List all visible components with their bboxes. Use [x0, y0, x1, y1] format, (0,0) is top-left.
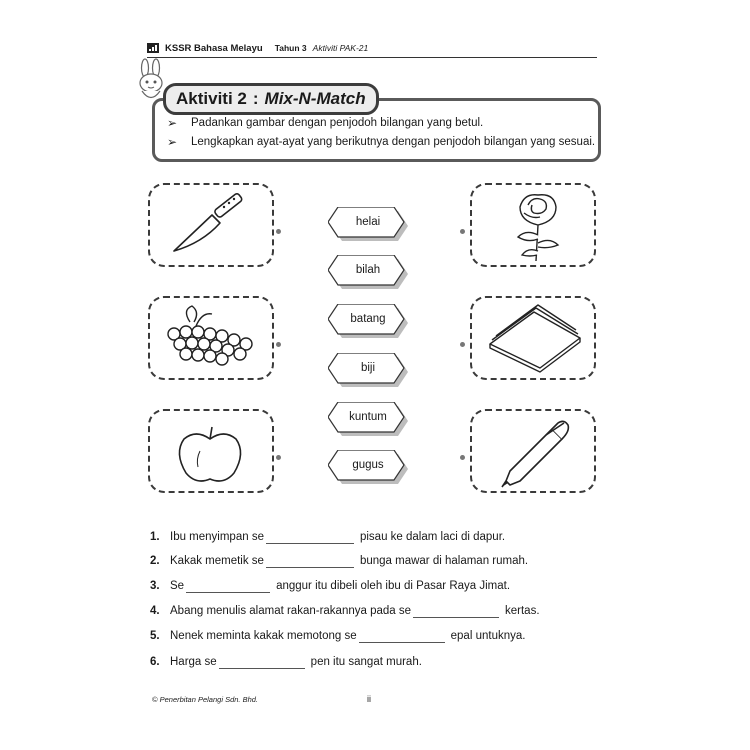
arrow-bullet-icon: ➢: [167, 116, 178, 130]
picture-card-rose[interactable]: [470, 183, 596, 267]
classifier-label: biji: [360, 362, 376, 374]
match-dot-right-3[interactable]: [460, 455, 465, 460]
classifier-option[interactable]: [328, 304, 412, 338]
sentence-text-before: Nenek meminta kakak memotong se: [170, 630, 357, 642]
sentence-number: 3.: [150, 580, 160, 592]
sentence-2: [150, 552, 528, 570]
activity-title: [163, 83, 379, 115]
year-label: Tahun 3: [274, 43, 307, 53]
arrow-bullet-icon: ➢: [167, 135, 178, 149]
classifier-option[interactable]: [328, 353, 412, 387]
picture-card-grapes[interactable]: [148, 296, 274, 380]
grapes-icon: [150, 298, 272, 378]
answer-blank[interactable]: [266, 555, 354, 568]
title-separator: :: [252, 89, 259, 108]
sentence-number: 5.: [150, 630, 160, 642]
match-dot-right-1[interactable]: [460, 229, 465, 234]
classifier-option[interactable]: [328, 255, 412, 289]
page-header: [147, 40, 368, 56]
match-dot-left-2[interactable]: [276, 342, 281, 347]
knife-icon: [150, 185, 272, 265]
signal-bars-icon: [147, 43, 159, 53]
match-dot-right-2[interactable]: [460, 342, 465, 347]
activity-number: Aktiviti 2: [176, 89, 247, 108]
sentence-text-before: Ibu menyimpan se: [170, 531, 264, 543]
classifier-option[interactable]: [328, 207, 412, 241]
sentence-text-before: Se: [170, 580, 185, 592]
sentence-text-before: Abang menulis alamat rakan-rakannya pada se: [170, 605, 412, 617]
instruction-2: [167, 135, 595, 149]
picture-card-pen[interactable]: [470, 409, 596, 493]
sentence-number: 4.: [150, 605, 160, 617]
answer-blank[interactable]: [186, 580, 270, 593]
classifier-label: helai: [355, 216, 381, 228]
header-rule: [147, 57, 597, 58]
classifier-option[interactable]: [328, 450, 412, 484]
instruction-1: [167, 116, 483, 130]
sentence-5: [150, 627, 525, 645]
page-number: ii: [367, 694, 371, 704]
rose-icon: [472, 185, 594, 265]
picture-card-paper[interactable]: [470, 296, 596, 380]
classifier-label: kuntum: [349, 411, 387, 423]
classifier-label: bilah: [355, 264, 381, 276]
answer-blank[interactable]: [413, 605, 499, 618]
sentence-text-before: Kakak memetik se: [170, 555, 264, 567]
instruction-text: Padankan gambar dengan penjodoh bilangan yang betul.: [191, 117, 484, 129]
classifier-label: gugus: [352, 459, 384, 471]
picture-card-knife[interactable]: [148, 183, 274, 267]
activity-code-label: Aktiviti PAK-21: [312, 43, 369, 53]
answer-blank[interactable]: [359, 630, 445, 643]
activity-name: Mix-N-Match: [264, 89, 366, 108]
sentence-4: [150, 602, 540, 620]
answer-blank[interactable]: [266, 531, 354, 544]
sentence-text-after: kertas.: [505, 605, 540, 617]
copyright-footer: © Penerbitan Pelangi Sdn. Bhd.: [152, 695, 259, 704]
sentence-text-after: epal untuknya.: [450, 630, 526, 642]
sentence-text-after: anggur itu dibeli oleh ibu di Pasar Raya Jimat.: [276, 580, 511, 592]
sentence-number: 6.: [150, 656, 160, 668]
sentence-text-after: pisau ke dalam laci di dapur.: [359, 531, 506, 543]
classifier-option[interactable]: [328, 402, 412, 436]
sentence-number: 2.: [150, 555, 160, 567]
match-dot-left-3[interactable]: [276, 455, 281, 460]
pen-icon: [472, 411, 594, 491]
sentence-text-before: Harga se: [170, 656, 217, 668]
subject-label: KSSR Bahasa Melayu: [165, 42, 263, 54]
sentence-text-after: bunga mawar di halaman rumah.: [359, 555, 529, 567]
classifier-label: batang: [350, 313, 386, 325]
instruction-text: Lengkapkan ayat-ayat yang berikutnya dengan penjodoh bilangan yang sesuai.: [191, 136, 596, 148]
sentence-text-after: pen itu sangat murah.: [310, 656, 422, 668]
sentence-number: 1.: [150, 531, 160, 543]
apple-icon: [150, 411, 272, 491]
picture-card-apple[interactable]: [148, 409, 274, 493]
paper-stack-icon: [472, 298, 594, 378]
sentence-3: [150, 577, 510, 595]
match-dot-left-1[interactable]: [276, 229, 281, 234]
sentence-6: [150, 653, 422, 671]
sentence-1: [150, 528, 505, 546]
answer-blank[interactable]: [219, 656, 305, 669]
